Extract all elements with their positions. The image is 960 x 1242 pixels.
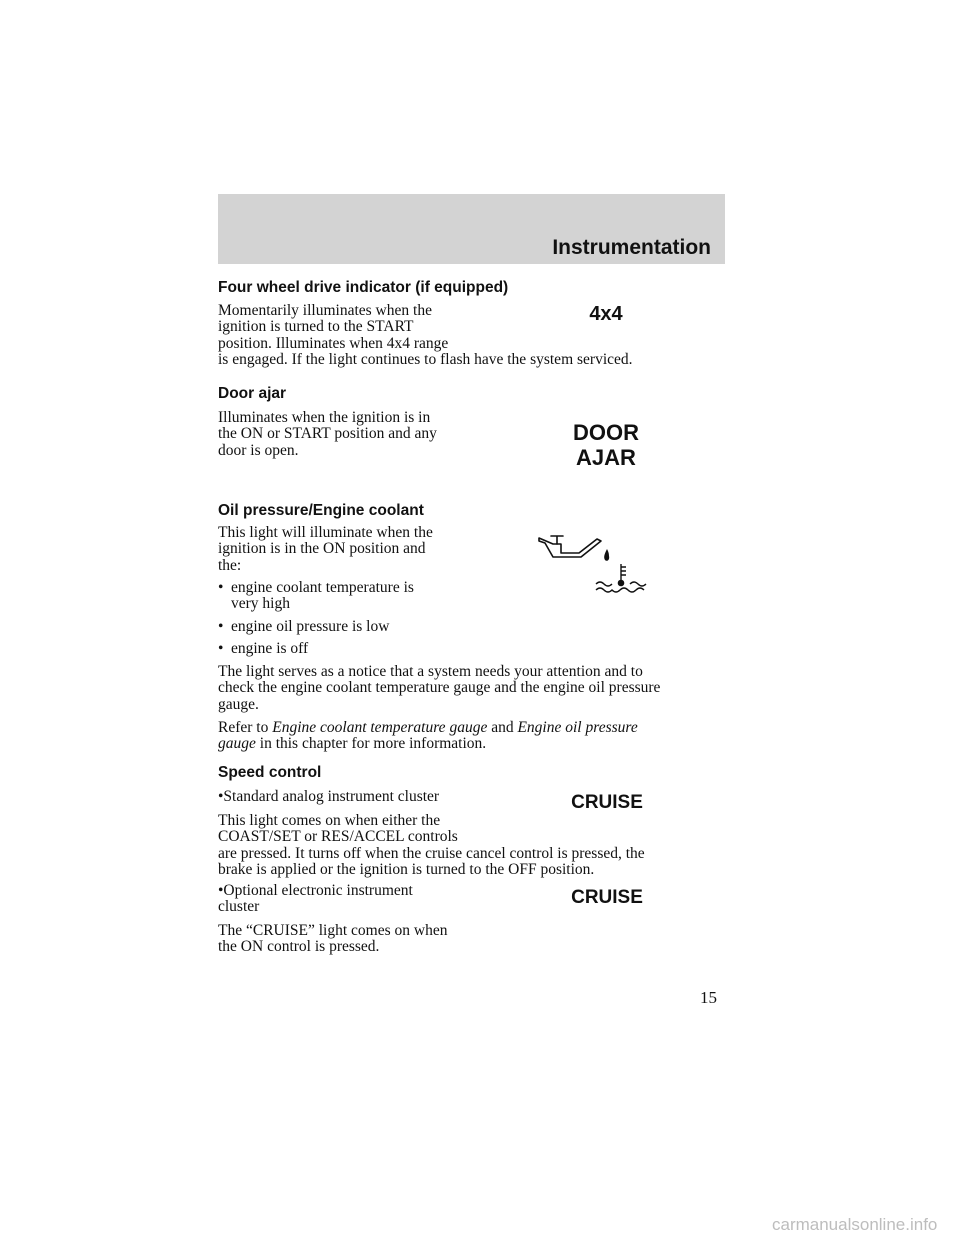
speed-opt-line: the ON control is pressed. — [218, 938, 380, 956]
four-wd-line: Momentarily illuminates when the — [218, 302, 432, 319]
oil-bullet-list — [218, 580, 414, 657]
speed-std-line: are pressed. It turns off when the cruise cancel control is pressed, the — [218, 844, 645, 862]
section-header-band — [218, 194, 725, 264]
door-ajar-line: Illuminates when the ignition is in — [218, 409, 431, 426]
list-item: • engine oil pressure is low — [218, 617, 390, 635]
section-title: Instrumentation — [552, 236, 711, 259]
coolant-gauge-reference: Engine coolant temperature gauge — [272, 719, 488, 736]
cruise-indicator-electronic-icon: CRUISE — [571, 887, 643, 908]
oil-pressure-gauge-reference-cont: gauge — [218, 735, 256, 753]
page-number: 15 — [700, 988, 717, 1007]
door-ajar-icon-line-1: DOOR — [573, 420, 639, 445]
speed-std-line: This light comes on when either the — [218, 812, 441, 829]
speed-standard-description — [218, 813, 645, 878]
door-ajar-indicator-icon — [556, 420, 656, 470]
four-wd-heading: Four wheel drive indicator (if equipped) — [218, 279, 509, 296]
oil-refer-paragraph: Refer to Engine coolant temperature gauge and Engine oil pressure gauge in this chapter for more information. — [218, 719, 638, 753]
door-ajar-heading: Door ajar — [218, 385, 287, 402]
coolant-temperature-icon — [592, 562, 650, 596]
footer-watermark: carmanualsonline.info — [772, 1215, 938, 1234]
speed-std-line: COAST/SET or RES/ACCEL controls — [218, 828, 458, 846]
oil-coolant-description — [218, 525, 433, 574]
oil-notice-line: The light serves as a notice that a system needs your attention and to — [218, 663, 643, 680]
four-wd-line: is engaged. If the light continues to flash have the system serviced. — [218, 350, 633, 368]
oil-line: the: — [218, 556, 242, 574]
list-item: • engine is off — [218, 639, 309, 657]
oil-line: ignition is in the ON position and — [218, 540, 426, 558]
speed-opt-line: The “CRUISE” light comes on when — [218, 922, 448, 939]
four-wd-line: position. Illuminates when 4x4 range — [218, 334, 449, 352]
speed-optional-description — [218, 923, 447, 956]
speed-control-heading: Speed control — [218, 764, 322, 781]
oil-coolant-heading: Oil pressure/Engine coolant — [218, 502, 424, 519]
speed-std-line: brake is applied or the ignition is turned to the OFF position. — [218, 860, 595, 878]
door-ajar-line: door is open. — [218, 441, 299, 459]
speed-bullet-optional: •Optional electronic instrument cluster — [218, 882, 413, 916]
list-item: • engine coolant temperature is — [218, 579, 414, 596]
four-wd-line: ignition is turned to the START — [218, 318, 414, 336]
four-wd-indicator-icon: 4x4 — [589, 303, 623, 325]
speed-bullet-standard: •Standard analog instrument cluster — [218, 788, 440, 805]
door-ajar-icon-line-2: AJAR — [576, 445, 636, 470]
door-ajar-line: the ON or START position and any — [218, 425, 437, 443]
list-item-continuation: very high — [231, 595, 290, 613]
oil-can-icon — [535, 531, 615, 565]
oil-pressure-gauge-reference: Engine oil pressure — [517, 719, 638, 736]
oil-notice-line: check the engine coolant temperature gauge and the engine oil pressure — [218, 679, 661, 697]
oil-notice-paragraph — [218, 664, 660, 713]
oil-line: This light will illuminate when the — [218, 524, 433, 541]
cruise-indicator-standard-icon: CRUISE — [571, 792, 643, 813]
oil-notice-line: gauge. — [218, 695, 259, 713]
door-ajar-description — [218, 410, 437, 459]
